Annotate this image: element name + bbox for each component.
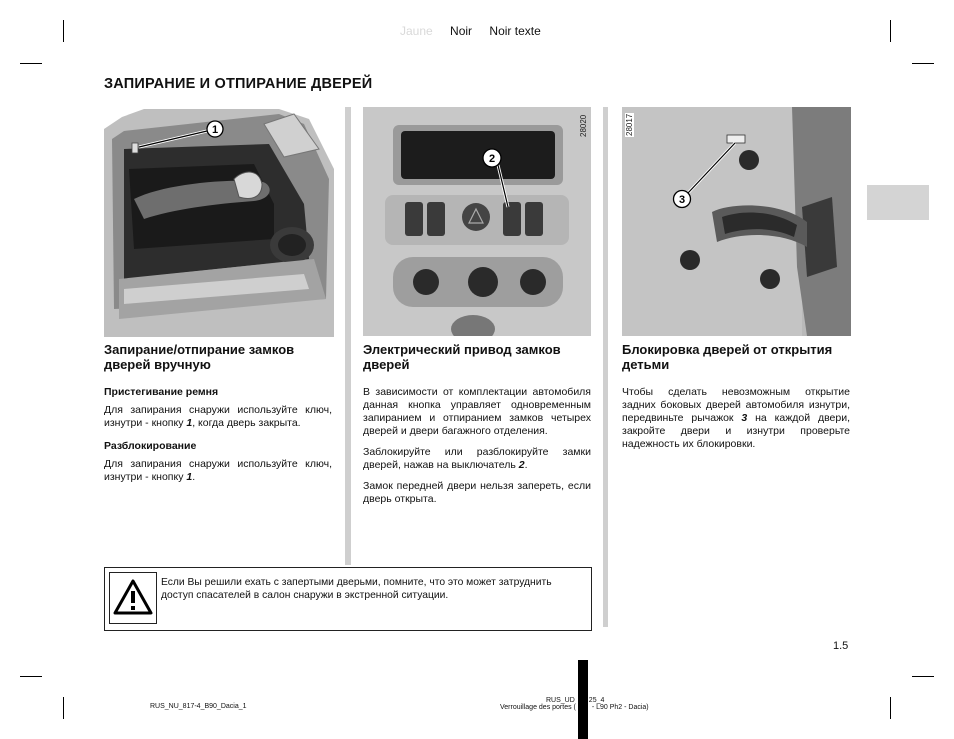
column-separator	[345, 107, 351, 565]
section-heading: Блокировка дверей от открытия детьми	[622, 342, 833, 372]
column-electric-locking	[363, 342, 591, 514]
color-separation-labels	[400, 24, 555, 38]
crop-mark	[63, 697, 64, 719]
footer-doc-id: RUS_UD 25_4	[546, 697, 605, 704]
callout-2: 2	[488, 153, 496, 165]
crop-mark	[890, 697, 891, 719]
crop-mark	[912, 63, 934, 64]
page-number: 1.5	[833, 640, 849, 652]
door-photo	[104, 109, 334, 337]
crop-mark	[20, 63, 42, 64]
paragraph: Для запирания снаружи используйте ключ, изнутри - кнопку 1, когда дверь закрыта.	[104, 404, 332, 429]
column-separator	[603, 107, 608, 627]
color-label-noir-texte: Noir texte	[489, 24, 541, 38]
warning-icon-frame	[109, 572, 157, 624]
crop-mark	[912, 676, 934, 677]
section-heading: Запирание/отпирание замков дверей вручную	[104, 342, 295, 372]
color-label-jaune: Jaune	[400, 24, 433, 38]
callout-1: 1	[211, 124, 219, 136]
crop-mark	[63, 20, 64, 42]
console-photo	[363, 107, 591, 336]
image-code-28020: 28020	[579, 114, 588, 137]
page-title: ЗАПИРАНИЕ И ОТПИРАНИЕ ДВЕРЕЙ	[104, 76, 373, 92]
footer-section-name: Verrouillage des portes ( - L90 Ph2 - Dacia)	[500, 704, 649, 711]
image-code-28017: 28017	[625, 113, 634, 136]
paragraph: В зависимости от комплектации автомобиля данная кнопка управляет одновременным запиранием и отпиранием замков четырех дверей и двери багажного отделения.	[363, 386, 591, 437]
warning-text: Если Вы решили ехать с запертыми дверьми, помните, что это может затруднить доступ спасателей в салон снаружи в экстренной ситуации.	[161, 577, 552, 601]
warning-box	[104, 567, 592, 631]
child-lock-photo	[622, 107, 851, 336]
paragraph: Для запирания снаружи используйте ключ, изнутри - кнопку 1.	[104, 458, 332, 483]
crop-mark	[890, 20, 891, 42]
column-manual-locking	[104, 342, 332, 492]
section-heading: Электрический привод замков дверей	[363, 342, 561, 372]
paragraph: Чтобы сделать невозможным открытие задних боковых дверей автомобиля изнутри, передвиньте рычажок 3 на каждой двери, закройте двери и изнутри проверьте надежность их блокировки.	[622, 386, 850, 450]
column-child-lock	[622, 342, 850, 459]
crop-mark	[20, 676, 42, 677]
subheading-unlock: Разблокирование	[104, 440, 197, 452]
paragraph: Замок передней двери нельзя запереть, если дверь открыта.	[363, 480, 591, 505]
footer-file-id: RUS_NU_817-4_B90_Dacia_1	[150, 703, 247, 710]
warning-triangle-icon	[110, 573, 156, 623]
paragraph: Заблокируйте или разблокируйте замки дверей, нажав на выключатель 2.	[363, 446, 591, 471]
color-label-noir: Noir	[450, 24, 473, 38]
callout-3: 3	[678, 194, 686, 206]
section-tab	[867, 185, 929, 220]
subheading-belt: Пристегивание ремня	[104, 386, 219, 398]
